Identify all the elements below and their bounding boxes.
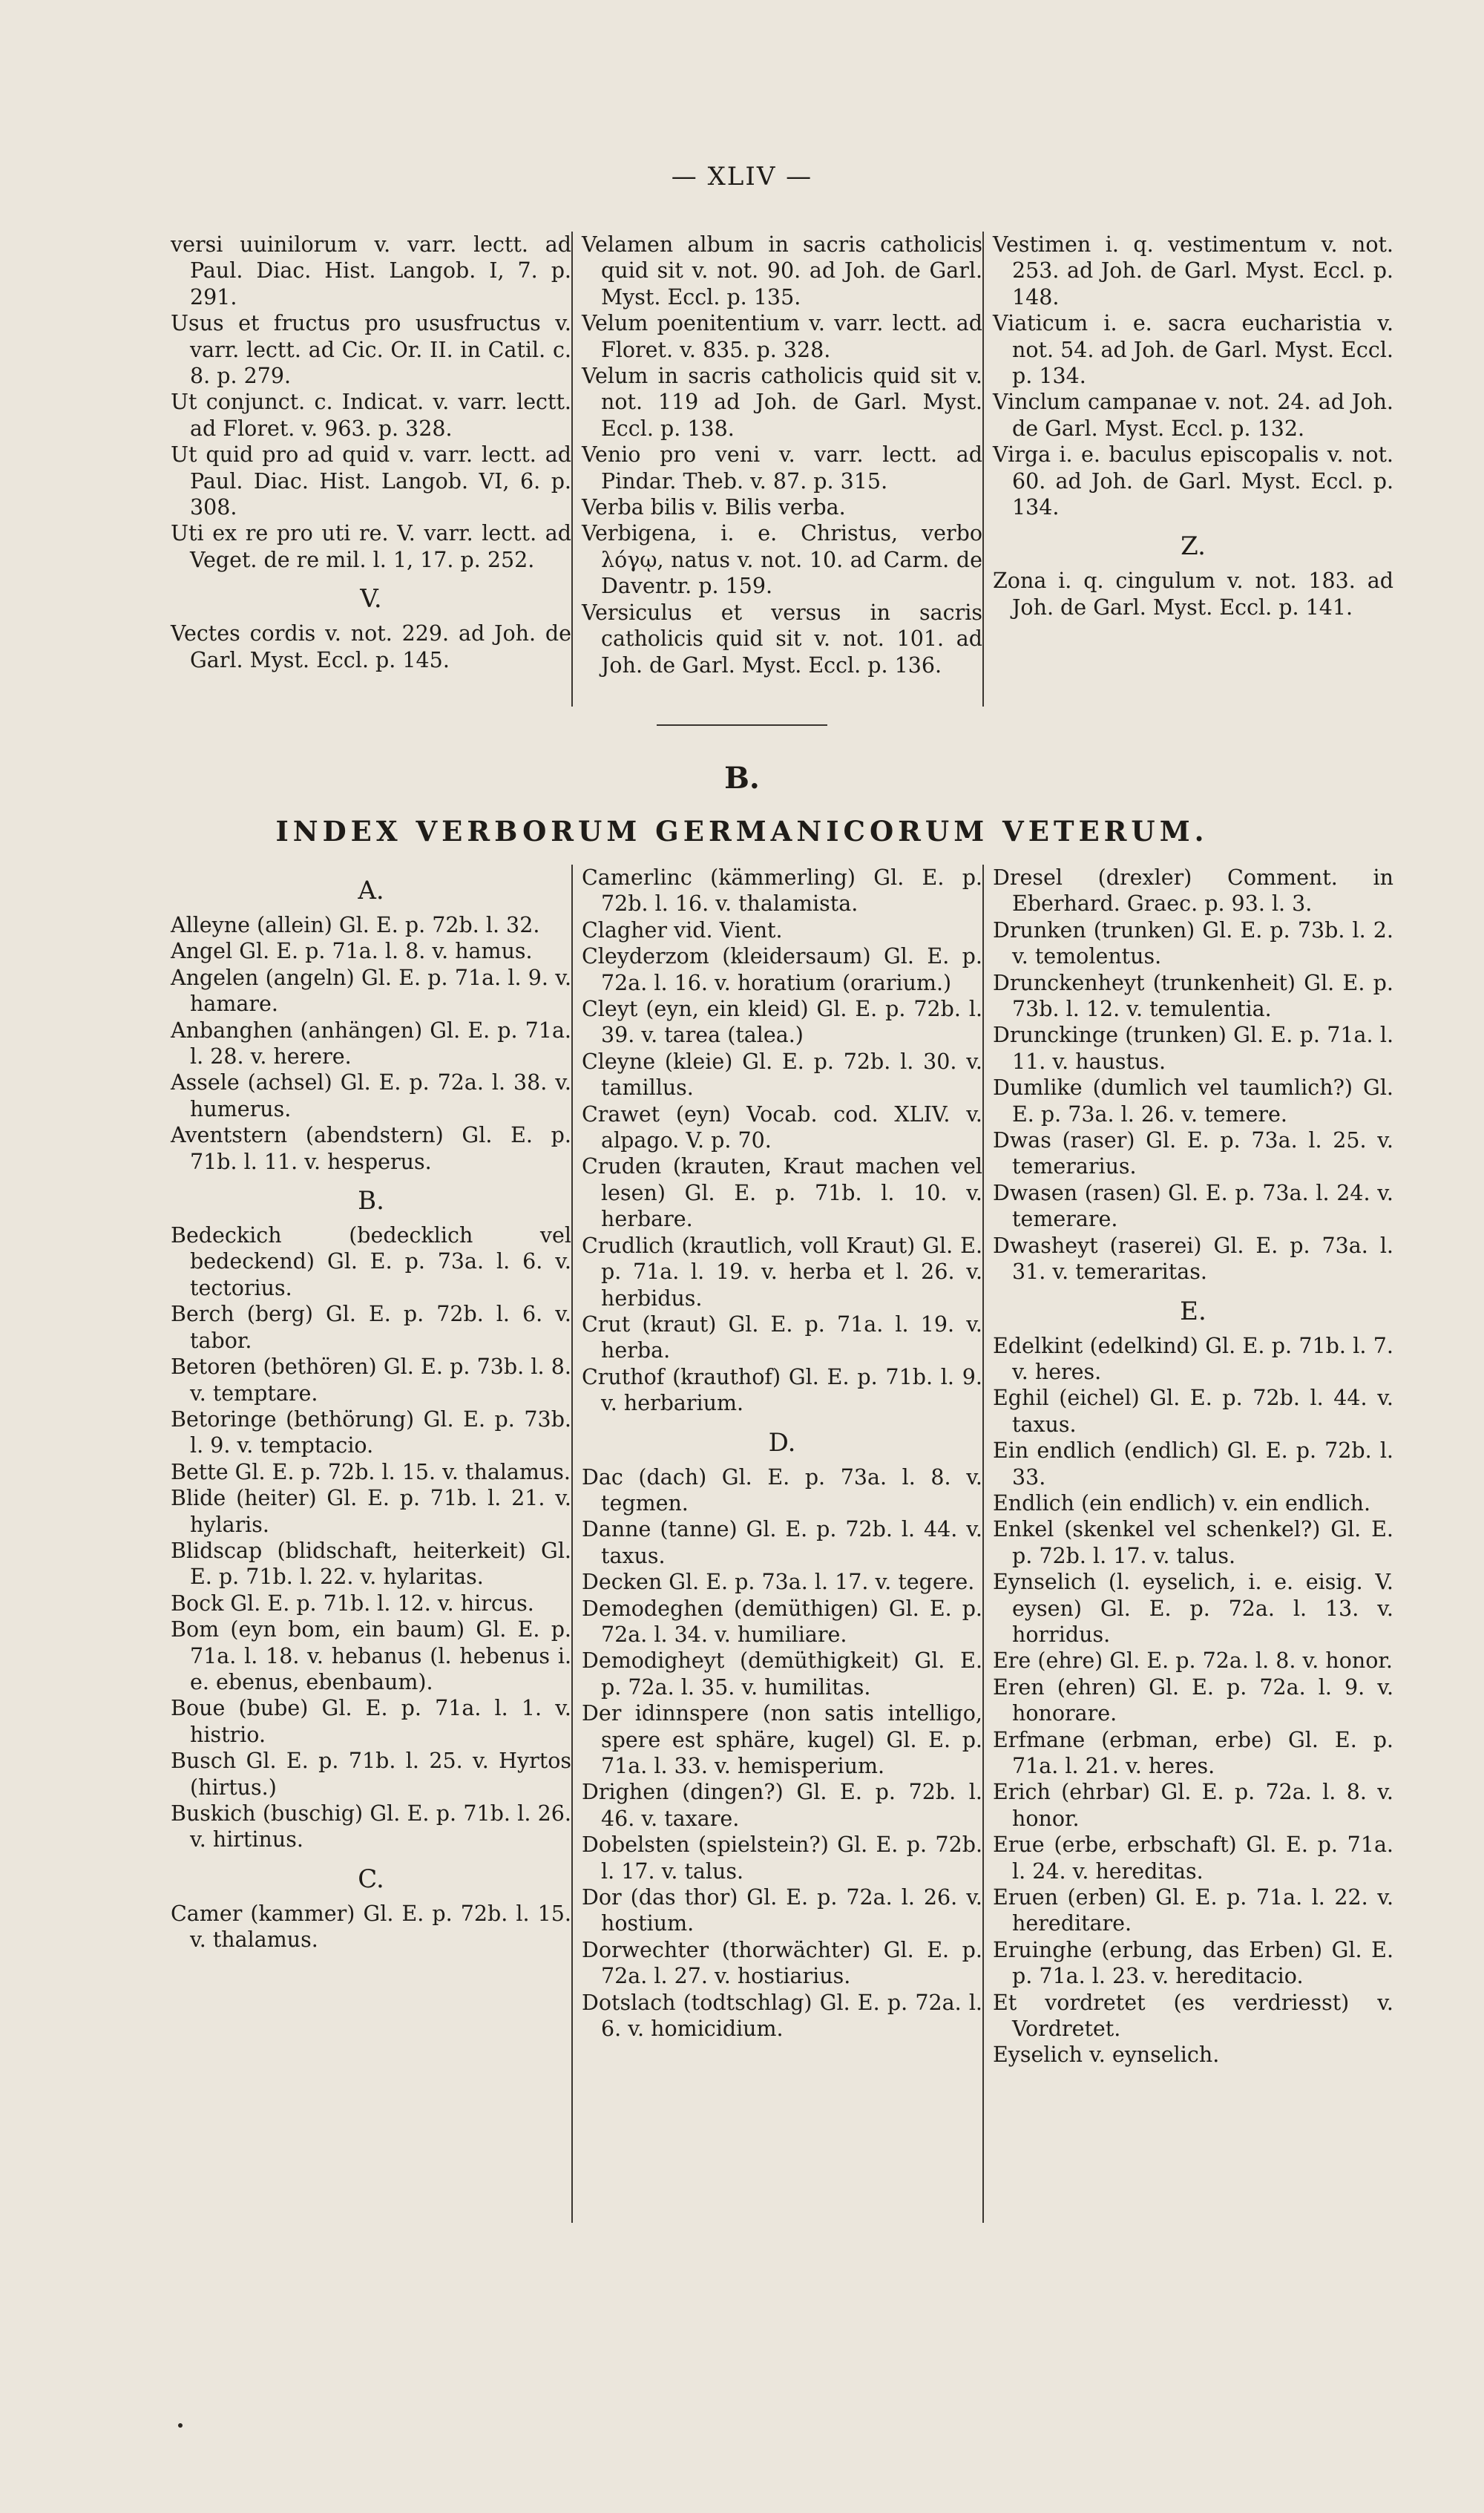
index-entry: Velamen album in sacris catholicis quid sit v. not. 90. ad Joh. de Garl. Myst. Eccl. p. 135. <box>582 232 982 309</box>
index-entry: Erich (ehrbar) Gl. E. p. 72a. l. 8. v. honor. <box>993 1780 1393 1831</box>
index-entry: Eynselich (l. eyselich, i. e. eisig. V. eysen) Gl. E. p. 72a. l. 13. v. horridus. <box>993 1570 1393 1647</box>
index-entry: Eruinghe (erbung, das Erben) Gl. E. p. 71a. l. 23. v. hereditacio. <box>993 1937 1393 1989</box>
index-entry: Clagher vid. Vient. <box>582 917 783 943</box>
index-entry: Velum in sacris catholicis quid sit v. not. 119 ad Joh. de Garl. Myst. Eccl. p. 138. <box>582 364 982 441</box>
index-entry: Erue (erbe, erbschaft) Gl. E. p. 71a. l. 24. v. hereditas. <box>993 1832 1393 1884</box>
index-entry: Dac (dach) Gl. E. p. 73a. l. 8. v. tegmen. <box>582 1464 982 1516</box>
index-entry: Drighen (dingen?) Gl. E. p. 72b. l. 46. v. taxare. <box>582 1780 982 1831</box>
index-entry: Endlich (ein endlich) v. ein endlich. <box>993 1490 1371 1516</box>
section-letter: B. <box>724 761 760 796</box>
index-entry: Dresel (drexler) Comment. in Eberhard. Graec. p. 93. l. 3. <box>993 865 1393 917</box>
index-entry: Verba bilis v. Bilis verba. <box>582 495 846 520</box>
index-entry: Viaticum i. e. sacra eucharistia v. not. 54. ad Joh. de Garl. Myst. Eccl. p. 134. <box>993 311 1393 389</box>
index-entry: Ein endlich (endlich) Gl. E. p. 72b. l. 33. <box>993 1438 1393 1490</box>
column-separator <box>571 232 573 707</box>
index-entry: Bette Gl. E. p. 72b. l. 15. v. thalamus. <box>171 1459 571 1484</box>
index-entry: Vectes cordis v. not. 229. ad Joh. de Garl. Myst. Eccl. p. 145. <box>171 621 571 672</box>
index-entry: Der idinnspere (non satis intelligo, spere est sphäre, kugel) Gl. E. p. 71a. l. 33. v. hemisperium. <box>582 1701 982 1778</box>
index-entry: Alleyne (allein) Gl. E. p. 72b. l. 32. <box>171 913 540 937</box>
column-separator <box>982 865 984 2223</box>
index-entry: Eruen (erben) Gl. E. p. 71a. l. 22. v. hereditare. <box>993 1885 1393 1936</box>
index-entry: Ere (ehre) Gl. E. p. 72a. l. 8. v. honor. <box>993 1648 1393 1674</box>
index-entry: Danne (tanne) Gl. E. p. 72b. l. 44. v. taxus. <box>582 1517 982 1568</box>
index-entry: Ut conjunct. c. Indicat. v. varr. lectt. ad Floret. v. 963. p. 328. <box>171 390 571 441</box>
index-entry: Cruthof (krauthof) Gl. E. p. 71b. l. 9. v. herbarium. <box>582 1364 982 1416</box>
letter-heading: A. <box>358 876 384 905</box>
index-entry: Cruden (krauten, Kraut machen vel lesen) Gl. E. p. 71b. l. 10. v. herbare. <box>582 1154 982 1232</box>
index-entry: Dwas (raser) Gl. E. p. 73a. l. 25. v. temerarius. <box>993 1128 1393 1179</box>
index-entry: Crawet (eyn) Vocab. cod. XLIV. v. alpago. V. p. 70. <box>582 1101 982 1153</box>
index-entry: Eyselich v. eynselich. <box>993 2042 1220 2068</box>
bottom-column-1 <box>171 865 571 2349</box>
index-entry: Edelkint (edelkind) Gl. E. p. 71b. l. 7. v. heres. <box>993 1333 1393 1384</box>
index-entry: Drunckinge (trunken) Gl. E. p. 71a. l. 11. v. haustus. <box>993 1023 1393 1074</box>
index-entry: Bock Gl. E. p. 71b. l. 12. v. hircus. <box>171 1590 534 1616</box>
index-entry: Velum poenitentium v. varr. lectt. ad Floret. v. 835. p. 328. <box>582 311 982 362</box>
index-entry: Virga i. e. baculus episcopalis v. not. 60. ad Joh. de Garl. Myst. Eccl. p. 134. <box>993 442 1393 520</box>
index-entry: Drunckenheyt (trunkenheit) Gl. E. p. 73b. l. 12. v. temulentia. <box>993 970 1393 1022</box>
index-entry: Dwasheyt (raserei) Gl. E. p. 73a. l. 31. v. temeraritas. <box>993 1233 1393 1285</box>
index-entry: Bom (eyn bom, ein baum) Gl. E. p. 71a. l. 18. v. hebanus (l. hebenus i. e. ebenus, ebenbaum). <box>171 1617 571 1694</box>
index-entry: Decken Gl. E. p. 73a. l. 17. v. tegere. <box>582 1570 975 1595</box>
index-entry: Buskich (buschig) Gl. E. p. 71b. l. 26. v. hirtinus. <box>171 1801 571 1852</box>
index-entry: Enkel (skenkel vel schenkel?) Gl. E. p. 72b. l. 17. v. talus. <box>993 1517 1393 1568</box>
index-entry: Demodeghen (demüthigen) Gl. E. p. 72a. l. 34. v. humiliare. <box>582 1596 982 1647</box>
index-entry: Venio pro veni v. varr. lectt. ad Pindar. Theb. v. 87. p. 315. <box>582 442 982 494</box>
index-entry: Cleyne (kleie) Gl. E. p. 72b. l. 30. v. tamillus. <box>582 1049 982 1101</box>
index-entry: Betoringe (bethörung) Gl. E. p. 73b. l. 9. v. temptacio. <box>171 1406 571 1458</box>
letter-heading: B. <box>358 1186 384 1216</box>
index-entry: Dwasen (rasen) Gl. E. p. 73a. l. 24. v. temerare. <box>993 1180 1393 1232</box>
index-entry: Dotslach (todtschlag) Gl. E. p. 72a. l. 6. v. homicidium. <box>582 1990 982 2042</box>
index-entry: Eren (ehren) Gl. E. p. 72a. l. 9. v. honorare. <box>993 1674 1393 1726</box>
index-entry: Blidscap (blidschaft, heiterkeit) Gl. E. p. 71b. l. 22. v. hylaritas. <box>171 1538 571 1590</box>
index-entry: Cleyt (eyn, ein kleid) Gl. E. p. 72b. l. 39. v. tarea (talea.) <box>582 997 982 1048</box>
index-entry: Busch Gl. E. p. 71b. l. 25. v. Hyrtos (hirtus.) <box>171 1749 571 1800</box>
ink-speck <box>178 2423 183 2428</box>
bottom-column-2 <box>582 865 982 2349</box>
index-entry: Usus et fructus pro ususfructus v. varr. lectt. ad Cic. Or. II. in Catil. c. 8. p. 279. <box>171 311 571 389</box>
section-title: INDEX VERBORUM GERMANICORUM VETERUM. <box>275 815 1209 848</box>
index-entry: Angel Gl. E. p. 71a. l. 8. v. hamus. <box>171 939 533 964</box>
index-entry: Aventstern (abendstern) Gl. E. p. 71b. l. 11. v. hesperus. <box>171 1123 571 1174</box>
top-column-2 <box>582 232 982 715</box>
index-entry: Assele (achsel) Gl. E. p. 72a. l. 38. v. humerus. <box>171 1070 571 1121</box>
index-entry: Camerlinc (kämmerling) Gl. E. p. 72b. l. 16. v. thalamista. <box>582 865 982 917</box>
index-entry: Erfmane (erbman, erbe) Gl. E. p. 71a. l. 21. v. heres. <box>993 1727 1393 1778</box>
index-entry: Blide (heiter) Gl. E. p. 71b. l. 21. v. hylaris. <box>171 1486 571 1537</box>
bottom-column-3 <box>993 865 1393 2349</box>
column-separator <box>571 865 573 2223</box>
page-number: — XLIV — <box>671 162 813 191</box>
top-column-3 <box>993 232 1393 715</box>
column-separator <box>982 232 984 707</box>
index-entry: Demodigheyt (demüthigkeit) Gl. E. p. 72a. l. 35. v. humilitas. <box>582 1648 982 1700</box>
index-entry: Zona i. q. cingulum v. not. 183. ad Joh. de Garl. Myst. Eccl. p. 141. <box>993 569 1393 620</box>
index-entry: Berch (berg) Gl. E. p. 72b. l. 6. v. tabor. <box>171 1302 571 1353</box>
index-entry: Bedeckich (bedecklich vel bedeckend) Gl. E. p. 73a. l. 6. v. tectorius. <box>171 1223 571 1300</box>
index-entry: Angelen (angeln) Gl. E. p. 71a. l. 9. v. hamare. <box>171 965 571 1017</box>
index-entry: Dor (das thor) Gl. E. p. 72a. l. 26. v. hostium. <box>582 1885 982 1936</box>
index-entry: versi uuinilorum v. varr. lectt. ad Paul. Diac. Hist. Langob. I, 7. p. 291. <box>171 232 571 309</box>
letter-heading: D. <box>768 1427 796 1458</box>
letter-heading: V. <box>360 584 382 615</box>
index-entry: Camer (kammer) Gl. E. p. 72b. l. 15. v. thalamus. <box>171 1901 571 1953</box>
index-entry: Boue (bube) Gl. E. p. 71a. l. 1. v. histrio. <box>171 1696 571 1747</box>
top-column-1 <box>171 232 571 715</box>
index-entry: Crudlich (krautlich, voll Kraut) Gl. E. p. 71a. l. 19. v. herba et l. 26. v. herbidus. <box>582 1233 982 1311</box>
index-entry: Dobelsten (spielstein?) Gl. E. p. 72b. l. 17. v. talus. <box>582 1832 982 1884</box>
index-entry: Anbanghen (anhängen) Gl. E. p. 71a. l. 28. v. herere. <box>171 1018 571 1069</box>
section-divider-rule <box>657 724 827 726</box>
index-entry: Uti ex re pro uti re. V. varr. lectt. ad Veget. de re mil. l. 1, 17. p. 252. <box>171 521 571 572</box>
index-entry: Cleyderzom (kleidersaum) Gl. E. p. 72a. l. 16. v. horatium (orarium.) <box>582 944 982 995</box>
letter-heading: C. <box>358 1864 384 1894</box>
bottom-index-columns <box>171 865 1432 2349</box>
index-entry: Vinclum campanae v. not. 24. ad Joh. de Garl. Myst. Eccl. p. 132. <box>993 390 1393 441</box>
top-index-columns <box>171 232 1432 715</box>
index-entry: Dorwechter (thorwächter) Gl. E. p. 72a. l. 27. v. hostiarius. <box>582 1937 982 1989</box>
index-entry: Drunken (trunken) Gl. E. p. 73b. l. 2. v. temolentus. <box>993 917 1393 969</box>
index-entry: Et vordretet (es verdriesst) v. Vordretet. <box>993 1990 1393 2042</box>
index-entry: Verbigena, i. e. Christus, verbo λόγῳ, natus v. not. 10. ad Carm. de Daventr. p. 159. <box>582 521 982 599</box>
index-entry: Vestimen i. q. vestimentum v. not. 253. ad Joh. de Garl. Myst. Eccl. p. 148. <box>993 232 1393 309</box>
letter-heading: Z. <box>1181 531 1206 562</box>
index-entry: Eghil (eichel) Gl. E. p. 72b. l. 44. v. taxus. <box>993 1386 1393 1437</box>
index-entry: Versiculus et versus in sacris catholicis quid sit v. not. 101. ad Joh. de Garl. Myst. Eccl. p. 136. <box>582 600 982 678</box>
index-entry: Ut quid pro ad quid v. varr. lectt. ad Paul. Diac. Hist. Langob. VI, 6. p. 308. <box>171 442 571 520</box>
letter-heading: E. <box>1180 1296 1206 1326</box>
index-entry: Crut (kraut) Gl. E. p. 71a. l. 19. v. herba. <box>582 1311 982 1363</box>
index-entry: Dumlike (dumlich vel taumlich?) Gl. E. p. 73a. l. 26. v. temere. <box>993 1075 1393 1127</box>
index-entry: Betoren (bethören) Gl. E. p. 73b. l. 8. v. temptare. <box>171 1354 571 1406</box>
